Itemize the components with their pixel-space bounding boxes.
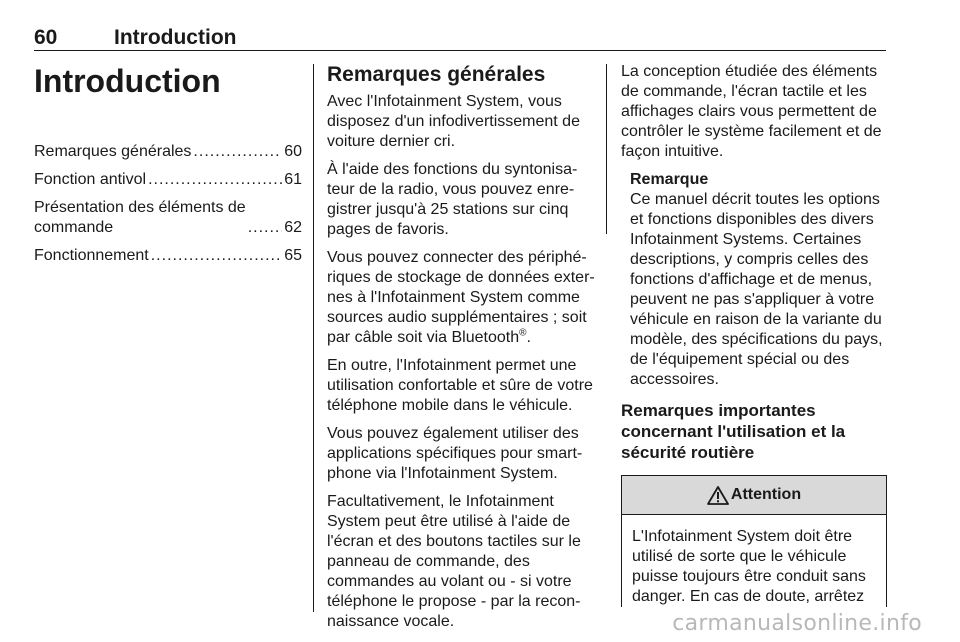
paragraph: Avec l'Infotainment System, vous disposez d'un infodivertissement de voiture dernier cri.	[327, 93, 580, 150]
running-title: Introduction	[114, 26, 237, 49]
section-title: Remarques générales	[327, 63, 546, 86]
sentence-end: .	[526, 329, 531, 346]
toc-entry-label: Présentation des éléments de commande	[34, 199, 246, 236]
attention-body: L'Infotainment System doit être utilisé de sorte que le véhicule puisse toujours être conduit sans danger. En cas de doute, arrêtez	[632, 528, 866, 605]
toc-entry-page: 61	[284, 171, 302, 188]
chapter-title: Introduction	[34, 63, 221, 99]
intro-paragraph: La conception étudiée des éléments de commande, l'écran tactile et les affichages clairs vous permettent de contrôler le système facilement et de façon intuitive.	[621, 63, 882, 160]
toc-entry-label: Fonctionnement	[34, 247, 149, 264]
paragraph-bluetooth	[327, 248, 595, 348]
warning-triangle-icon	[707, 486, 729, 505]
toc-leader-dots	[151, 246, 282, 266]
toc-entry-page: 62	[284, 219, 302, 236]
attention-label: Attention	[730, 486, 802, 503]
note-body: Ce manuel décrit toutes les options et fonctions disponibles des divers Infotainment Systems. Certaines descriptions, y compris celles des fonctions d'affichage et de menus, peuvent ne pas s'appliquer à votre véhicule en raison de la variante du modèle, des spécifications du pays, de l'équipement spécial ou des accessoires.	[630, 191, 883, 388]
note-title: Remarque	[630, 171, 709, 188]
toc-entry-page: 65	[284, 247, 302, 264]
toc-entry-fonctionnement[interactable]	[34, 246, 302, 266]
header-divider	[34, 50, 886, 51]
table-of-contents	[34, 142, 302, 266]
watermark: carmanualsonline.info	[672, 611, 922, 636]
subsection-title: Remarques importantes concernant l'utilisation et la sécurité routière	[621, 401, 846, 462]
toc-column	[34, 62, 302, 274]
paragraph: Facultativement, le Infotainment System peut être utilisé à l'aide de l'écran et des boutons tactiles sur le panneau de commande, des commandes au volant ou - si votre téléphone le propose - par la recon- naissance vocale.	[327, 493, 581, 630]
toc-entry-presentation-elements[interactable]	[34, 198, 302, 238]
toc-entry-page: 60	[284, 143, 302, 160]
note-block	[630, 170, 887, 390]
column-divider-left	[313, 64, 314, 612]
toc-entry-fonction-antivol[interactable]	[34, 170, 302, 190]
toc-entry-label: Fonction antivol	[34, 171, 147, 188]
attention-header	[622, 476, 886, 515]
toc-leader-dots	[193, 142, 282, 162]
toc-leader-dots	[248, 218, 283, 238]
column-divider-right	[606, 64, 607, 234]
registered-mark: ®	[519, 327, 527, 339]
attention-box	[621, 475, 887, 607]
paragraph: À l'aide des fonctions du syntonisa- teur de la radio, vous pouvez enre- gistrer jusqu'à 25 stations sur cinq pages de favoris.	[327, 161, 578, 238]
body-column-middle	[327, 62, 595, 640]
paragraph: Vous pouvez également utiliser des applications spécifiques pour smart- phone via l'Infotainment System.	[327, 425, 583, 482]
toc-entry-remarques-generales[interactable]	[34, 142, 302, 162]
toc-entry-label: Remarques générales	[34, 143, 192, 160]
page-number: 60	[34, 26, 58, 49]
paragraph-text: Vous pouvez connecter des périphé- riques de stockage de données exter- nes à l'Infotainment System comme sources audio supplémentaires ; soit par câble soit via Bluetooth	[327, 249, 595, 346]
body-column-right	[621, 62, 887, 607]
toc-leader-dots	[148, 170, 282, 190]
paragraph: En outre, l'Infotainment permet une utilisation confortable et sûre de votre téléphone mobile dans le véhicule.	[327, 357, 593, 414]
